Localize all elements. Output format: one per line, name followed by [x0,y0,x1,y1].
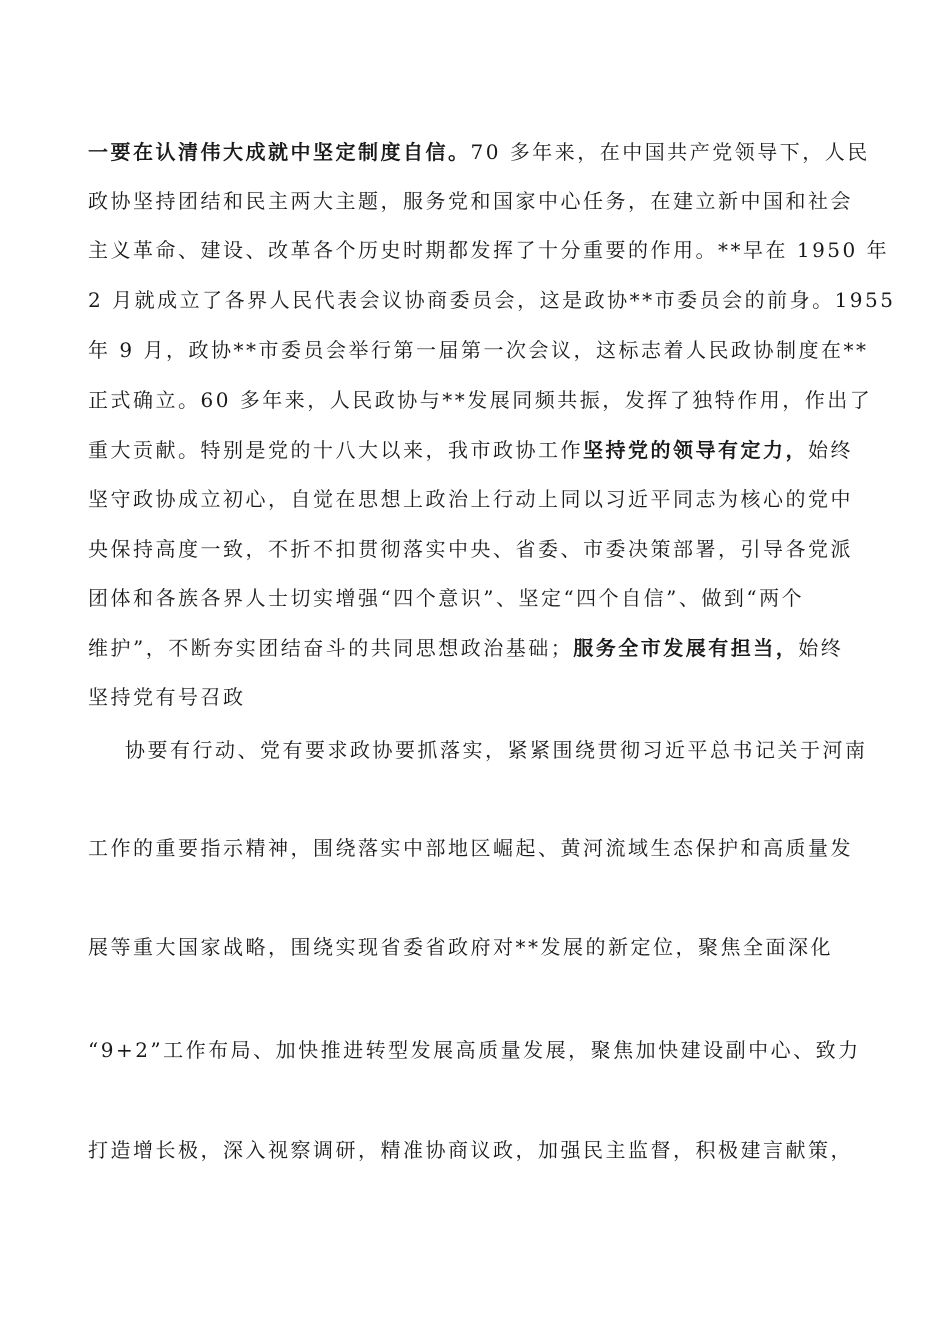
text-span: 正式确立。60 多年来，人民政协与**发展同频共振，发挥了独特作用，作出了 [88,388,873,412]
text-span: 重大贡献。特别是党的十八大以来，我市政协工作 [88,438,583,462]
text-line [88,534,853,564]
bold-emphasis-text: 服务全市发展有担当， [573,636,799,660]
text-span: 2 月就成立了各界人民代表会议协商委员会，这是政协**市委员会的前身。1955 [88,288,896,312]
text-span: 年 9 月，政协**市委员会举行第一届第一次会议，这标志着人民政协制度在** [88,338,869,362]
text-line [88,385,872,415]
text-span: 央保持高度一致，不折不扣贯彻落实中央、省委、市委决策部署，引导各党派 [88,537,853,561]
text-line [88,137,870,167]
text-span: 70 多年来，在中国共产党领导下，人民 [470,140,870,164]
text-line [88,285,895,315]
text-line: 工作的重要指示精神，围绕落实中部地区崛起、黄河流域生态保护和高质量发 [88,836,853,860]
text-span: 团体和各族各界人士切实增强“四个意识”、坚定“四个自信”、做到“两个 [88,586,805,610]
text-line [88,335,868,365]
text-span: 坚持党有号召政 [88,685,246,709]
text-line: 打造增长极，深入视察调研，精准协商议政，加强民主监督，积极建言献策， [88,1138,853,1162]
text-span: 始终 [808,438,853,462]
text-line [88,235,889,265]
text-line [88,186,853,216]
bold-emphasis-text: 坚持党的领导有定力， [583,438,808,462]
text-line [88,435,853,465]
text-line: 协要有行动、党有要求政协要抓落实，紧紧围绕贯彻习近平总书记关于河南 [125,738,868,762]
text-span: 维护”，不断夯实团结奋斗的共同思想政治基础； [88,636,574,660]
text-line: “9+2”工作布局、加快推进转型发展高质量发展，聚焦加快建设副中心、致力 [88,1038,861,1062]
text-span: 始终 [798,636,844,660]
text-line [88,682,246,712]
text-span: 坚守政协成立初心，自觉在思想上政治上行动上同以习近平同志为核心的党中 [88,487,853,511]
bold-heading-text: 一要在认清伟大成就中坚定制度自信。 [88,140,471,164]
text-line [88,583,804,613]
text-span: 主义革命、建设、改革各个历史时期都发挥了十分重要的作用。**早在 1950 年 [88,238,890,262]
text-line [88,633,843,663]
text-span: 政协坚持团结和民主两大主题，服务党和国家中心任务，在建立新中国和社会 [88,189,853,213]
text-line: 展等重大国家战略，围绕实现省委省政府对**发展的新定位，聚焦全面深化 [88,935,833,959]
text-line [88,484,853,514]
